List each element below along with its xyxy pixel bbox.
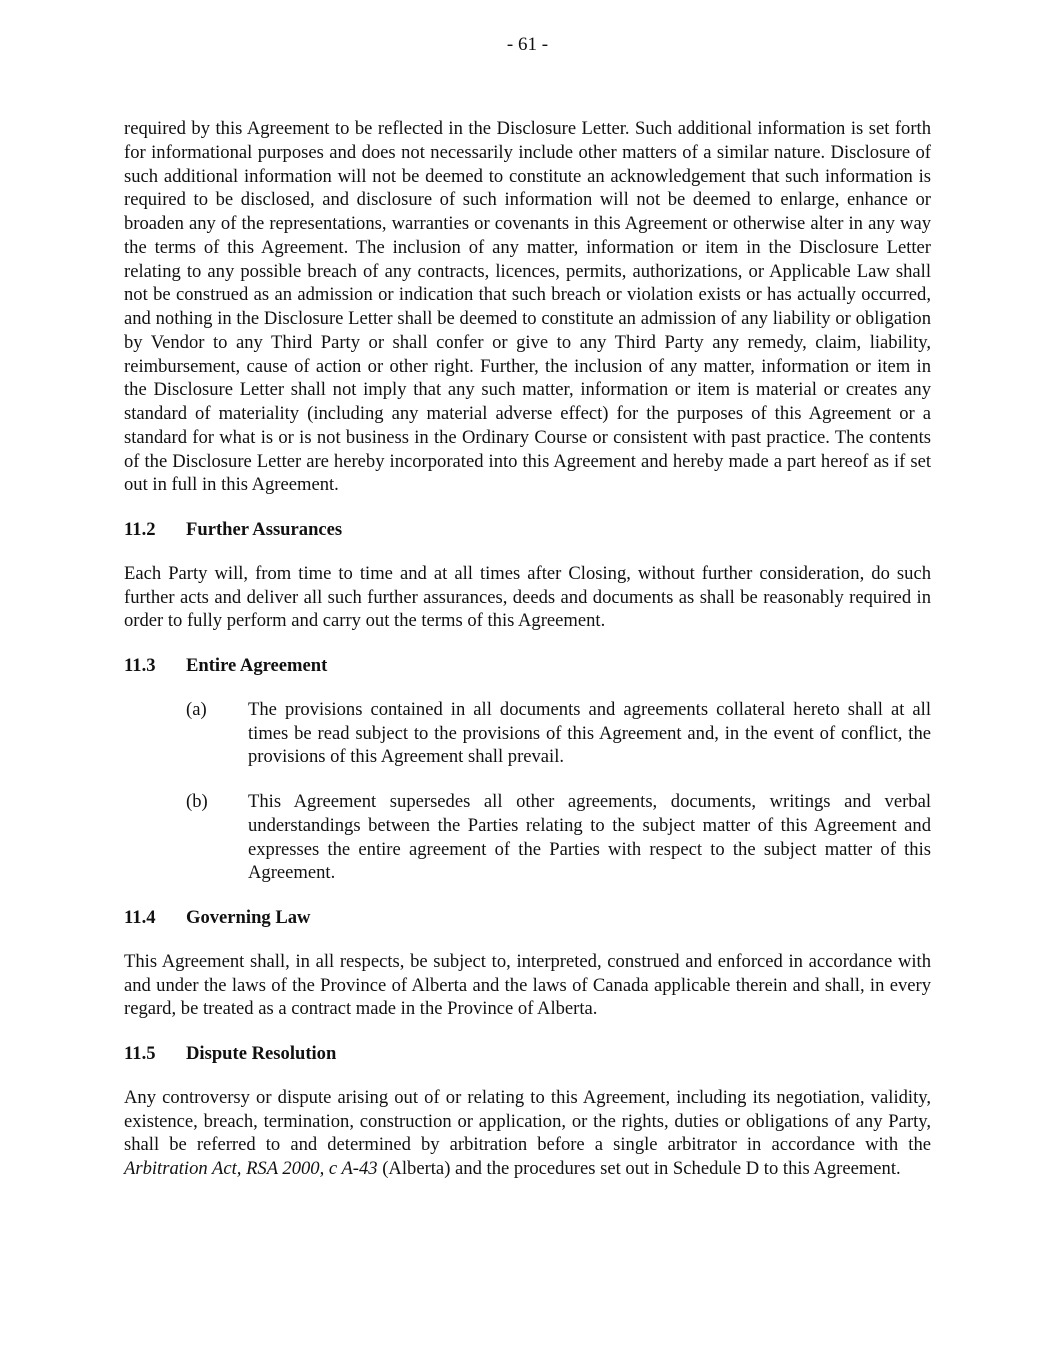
page-number: - 61 - bbox=[506, 34, 549, 55]
section-heading-11-2 bbox=[124, 518, 931, 542]
list-item-label: (b) bbox=[186, 791, 208, 812]
section-title: Further Assurances bbox=[186, 519, 343, 540]
section-number: 11.3 bbox=[124, 655, 156, 676]
section-number: 11.2 bbox=[124, 519, 156, 540]
section-title: Dispute Resolution bbox=[186, 1043, 337, 1064]
section-heading-11-4 bbox=[124, 906, 931, 930]
section-11-4-paragraph: This Agreement shall, in all respects, be subject to, interpreted, construed and enforced in accordance with and under the laws of the Province of Alberta and the laws of Canada applicable therein and shall, in every regard, be treated as a contract made in the Province of Alberta. bbox=[124, 950, 931, 1020]
section-11-5-paragraph bbox=[124, 1086, 931, 1181]
list-item-text: The provisions contained in all documents and agreements collateral hereto shall at all times be read subject to the provisions of this Agreement and, in the event of conflict, the provisions of this Agreement shall prevail. bbox=[248, 698, 931, 768]
text-before-statute: Any controversy or dispute arising out of or relating to this Agreement, including its negotiation, validity, existence, breach, termination, construction or application, or the rights, duties or obligations of any Party, shall be referred to and determined by arbitration before a single arbitrator in accordance with the bbox=[124, 1086, 931, 1156]
section-title: Governing Law bbox=[186, 907, 311, 928]
section-heading-11-5 bbox=[124, 1042, 931, 1066]
list-item-text: This Agreement supersedes all other agreements, documents, writings and verbal understandings between the Parties relating to the subject matter of this Agreement and expresses the entire agreement of the Parties with respect to the subject matter of this Agreement. bbox=[248, 791, 931, 884]
statute-citation: Arbitration Act, RSA 2000, c A-43 bbox=[124, 1158, 378, 1179]
document-body bbox=[124, 117, 931, 1202]
list-item-a bbox=[124, 698, 931, 769]
continuation-paragraph: required by this Agreement to be reflected in the Disclosure Letter. Such additional information is set forth for informational purposes and does not necessarily include other matters of a similar nature. Disclosure of such additional information will not be deemed to constitute an acknowledgement that such information is required to be disclosed, and disclosure of such information will not be deemed to enlarge, enhance or broaden any of the representations, warranties or covenants in this Agreement or otherwise alter in any way the terms of this Agreement. The inclusion of any matter, information or item in the Disclosure Letter relating to any possible breach of any contracts, licences, permits, authorizations, or Applicable Law shall not be construed as an admission or indication that such breach or violation exists or has actually occurred, and nothing in the Disclosure Letter shall be deemed to constitute an admission of any liability or obligation by Vendor to any Third Party or shall confer or give to any Third Party any remedy, claim, liability, reimbursement, cause of action or other right. Further, the inclusion of any matter, information or item in the Disclosure Letter shall not imply that any such matter, information or item is material or creates any standard of materiality (including any material adverse effect) for the purposes of this Agreement or a standard for what is or is not business in the Ordinary Course or consistent with past practice. The contents of the Disclosure Letter are hereby incorporated into this Agreement and hereby made a part hereof as if set out in full in this Agreement. bbox=[124, 118, 931, 496]
list-item-label: (a) bbox=[186, 698, 207, 720]
section-number: 11.5 bbox=[124, 1043, 156, 1064]
section-heading-11-3 bbox=[124, 654, 931, 678]
section-number: 11.4 bbox=[124, 907, 156, 928]
text-after-statute: (Alberta) and the procedures set out in Schedule D to this Agreement. bbox=[377, 1158, 901, 1179]
section-title: Entire Agreement bbox=[186, 655, 328, 676]
list-item-b bbox=[124, 790, 931, 885]
section-11-2-paragraph: Each Party will, from time to time and at all times after Closing, without further consideration, do such further acts and deliver all such further assurances, deeds and documents as shall be reasonably required in order to fully perform and carry out the terms of this Agreement. bbox=[124, 562, 931, 632]
